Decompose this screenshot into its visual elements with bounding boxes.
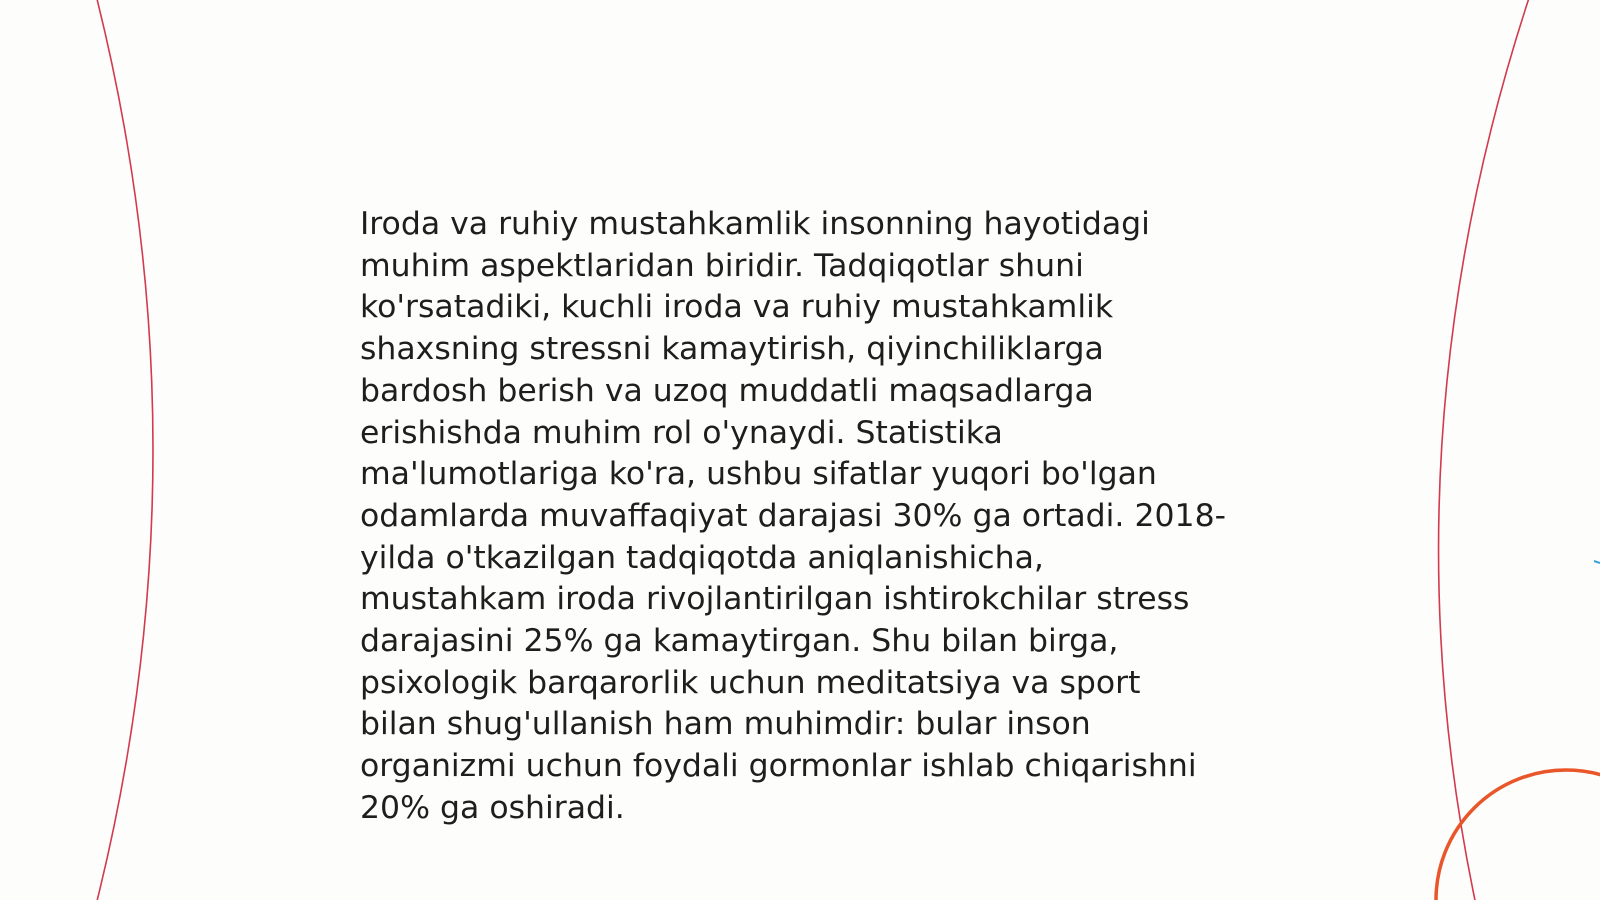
slide-body-text: Iroda va ruhiy mustahkamlik insonning hayotidagi muhim aspektlaridan biridir. Tadqiqotlar shuni ko'rsatadiki, kuchli iroda va ruhiy mustahkamlik shaxsning stressni kamaytirish, qiyinchiliklarga bardosh berish va uzoq muddatli maqsadlarga erishishda muhim rol o'ynaydi. Statistika ma'lumotlariga ko'ra, ushbu sifatlar yuqori bo'lgan odamlarda muvaffaqiyat darajasi 30% ga ortadi. 2018- yilda o'tkazilgan tadqiqotda aniqlanishicha, mustahkam iroda rivojlantirilgan ishtirokchilar stress darajasini 25% ga kamaytirgan. Shu bilan birga, psixologik barqarorlik uchun meditatsiya va sport bilan shug'ullanish ham muhimdir: bular inson organizmi uchun foydali gormonlar ishlab chiqarishni 20% ga oshiradi. <box>360 206 1226 826</box>
right-curve-line <box>1439 0 1530 900</box>
blue-tick-mark <box>1594 561 1600 563</box>
left-curve-line <box>96 0 153 900</box>
orange-arc <box>1436 770 1600 900</box>
